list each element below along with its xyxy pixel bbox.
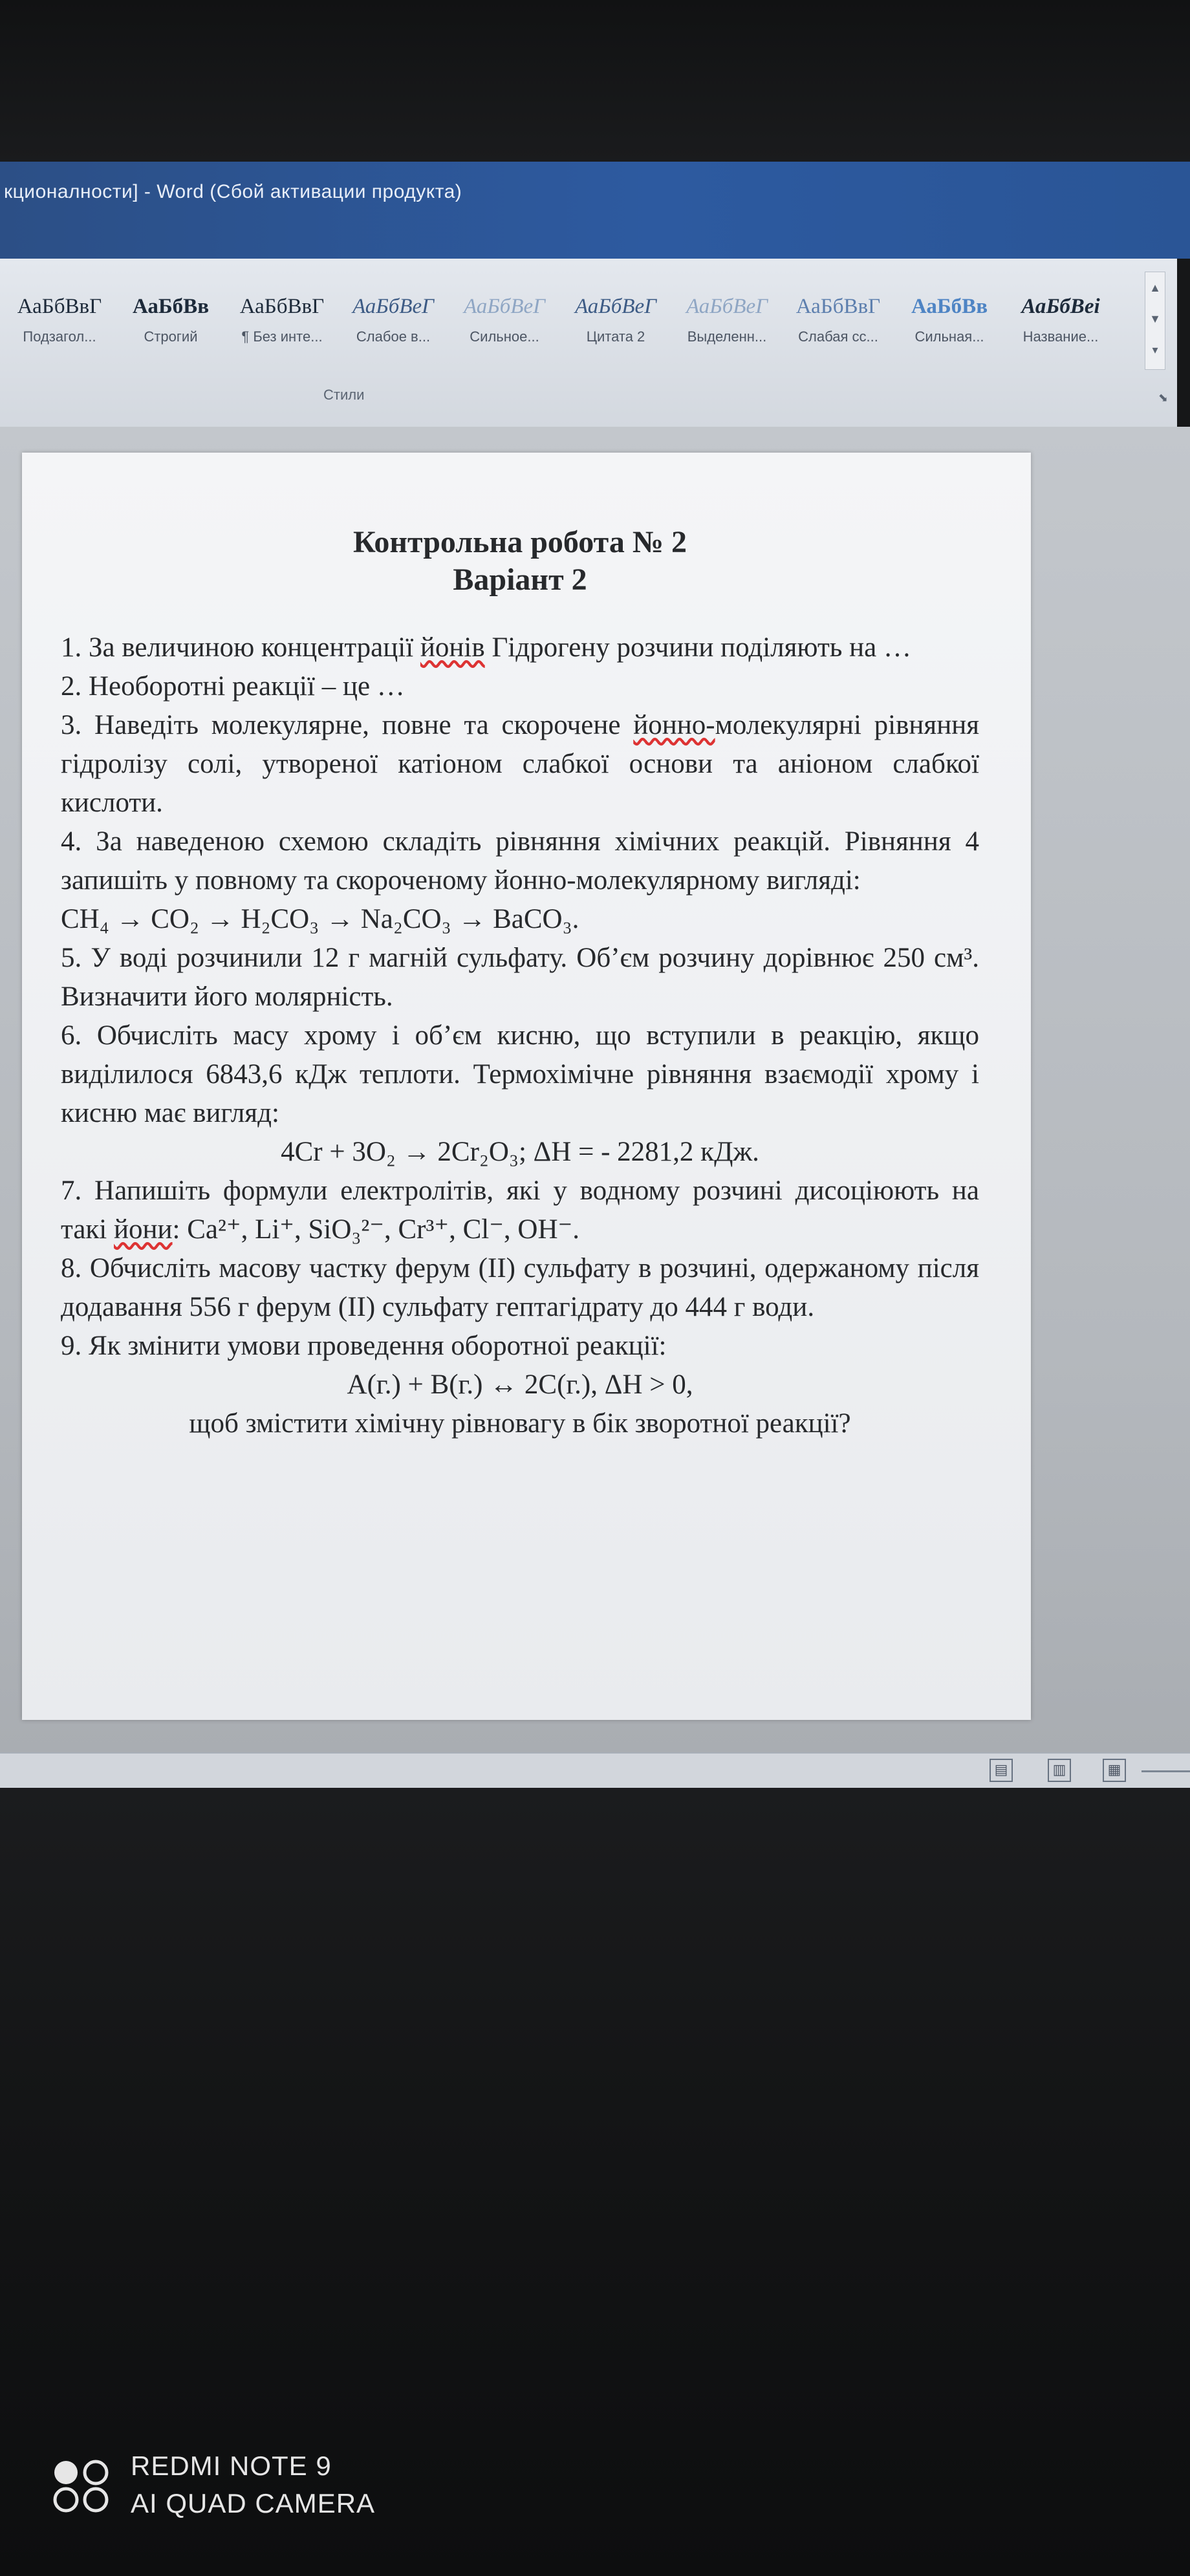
word-title-bar <box>0 162 1190 259</box>
equilibrium-equation: A(г.) + B(г.) ↔ 2C(г.), ΔH > 0, <box>347 1369 693 1400</box>
style-sample: АаБбВвГ <box>17 295 102 318</box>
style-sample: АаБбВеГ <box>575 295 656 318</box>
style-sample: АаБбВеГ <box>352 295 434 318</box>
styles-gallery-scroll[interactable] <box>1145 272 1165 370</box>
style-sample: АаБбВеі <box>1021 295 1100 318</box>
style-label: Подзагол... <box>23 328 96 345</box>
style-intense-emphasis[interactable] <box>449 290 560 361</box>
dialog-launcher-icon[interactable]: ⬊ <box>1158 391 1168 404</box>
question-9: 9. Як змінити умови проведення оборотної реакції: <box>61 1331 667 1361</box>
document-page[interactable] <box>22 453 1031 1720</box>
style-subtle-emphasis[interactable] <box>338 290 449 361</box>
chevron-down-icon[interactable]: ▼ <box>1149 312 1161 325</box>
style-label: Слабая сс... <box>798 328 878 345</box>
watermark-camera: AI QUAD CAMERA <box>131 2488 376 2518</box>
question-1: 1. За величиною концентрації йонів Гідрогену розчини поділяють на … <box>61 632 911 663</box>
style-label: Слабое в... <box>356 328 431 345</box>
document-body <box>61 524 979 1443</box>
read-mode-icon[interactable]: ▤ <box>990 1759 1013 1782</box>
style-sample: АаБбВв <box>132 295 210 318</box>
document-variant: Варіант 2 <box>453 563 587 597</box>
style-no-spacing[interactable] <box>226 290 338 361</box>
styles-gallery <box>4 290 1116 361</box>
ribbon-styles-group <box>0 259 1177 428</box>
document-canvas <box>0 427 1190 1752</box>
web-layout-icon[interactable]: ▦ <box>1103 1759 1126 1782</box>
quad-camera-icon <box>50 2457 115 2515</box>
question-5: 5. У воді розчинили 12 г магній сульфату. Об’єм розчину дорівнює 250 см³. Визначити його молярність. <box>61 943 979 1012</box>
style-label: Сильная... <box>914 328 984 345</box>
styles-group-label: Стили <box>323 387 365 403</box>
more-icon[interactable]: ▾ <box>1152 343 1158 356</box>
style-quote-2[interactable] <box>560 290 671 361</box>
style-book-title[interactable] <box>1005 290 1116 361</box>
style-label: Название... <box>1022 328 1099 345</box>
style-sample: АаБбВеГ <box>686 295 768 318</box>
zoom-slider[interactable] <box>1141 1770 1190 1772</box>
question-7: 7. Напишіть формули електролітів, які у водному розчині дисоціюють на такі йони: Ca²⁺, Li⁺, SiO₃²⁻, Cr³⁺, Cl⁻, OH⁻. <box>61 1175 979 1245</box>
question-6: 6. Обчисліть масу хрому і об’єм кисню, що вступили в реакцію, якщо виділилося 6843,6 кДж теплоти. Термохімічне рівняння взаємодії хрому і кисню має вигляд: <box>61 1020 979 1128</box>
thermochemical-equation: 4Cr + 3O₂ → 2Cr₂O₃; ΔH = - 2281,2 кДж. <box>281 1137 759 1167</box>
print-layout-icon[interactable]: ▥ <box>1048 1759 1071 1782</box>
style-intense-reference[interactable] <box>894 290 1005 361</box>
question-2: 2. Необоротні реакції – це … <box>61 671 405 702</box>
style-subtitle[interactable] <box>4 290 115 361</box>
style-sample: АаБбВвГ <box>239 295 325 318</box>
style-label: Строгий <box>144 328 198 345</box>
style-label: Выделенн... <box>687 328 767 345</box>
window-title: кционалности] - Word (Сбой активации продукта) <box>4 181 462 202</box>
style-intense-quote[interactable] <box>671 290 783 361</box>
style-sample: АаБбВеГ <box>464 295 545 318</box>
question-9-continuation: щоб змістити хімічну рівновагу в бік зворотної реакції? <box>189 1408 851 1439</box>
document-title: Контрольна робота № 2 <box>352 525 687 559</box>
style-label: Сильное... <box>470 328 539 345</box>
style-label: ¶ Без инте... <box>241 328 323 345</box>
chevron-up-icon[interactable]: ▲ <box>1149 281 1161 294</box>
question-4: 4. За наведеною схемою складіть рівняння хімічних реакцій. Рівняння 4 запишіть у повному та скороченому йонно-молекулярному вигляді: <box>61 826 979 896</box>
style-sample: АаБбВвГ <box>795 295 881 318</box>
question-3: 3. Наведіть молекулярне, повне та скорочене йонно-молекулярні рівняння гідролізу солі, утвореної катіоном слабкої основи та аніоном слабкої кислоти. <box>61 710 979 818</box>
style-sample: АаБбВв <box>911 295 988 318</box>
background-top <box>0 0 1190 162</box>
reaction-scheme: CH₄ → CO₂ → H₂CO₃ → Na₂CO₃ → BaCO₃. <box>61 904 579 934</box>
style-subtle-reference[interactable] <box>783 290 894 361</box>
question-8: 8. Обчисліть масову частку ферум (II) сульфату в розчині, одержаному після додавання 556 г ферум (II) сульфату гептагідрату до 444 г води. <box>61 1253 979 1322</box>
style-label: Цитата 2 <box>586 328 645 345</box>
style-strong[interactable] <box>115 290 226 361</box>
status-bar <box>0 1752 1190 1789</box>
watermark-device: REDMI NOTE 9 <box>131 2451 332 2481</box>
